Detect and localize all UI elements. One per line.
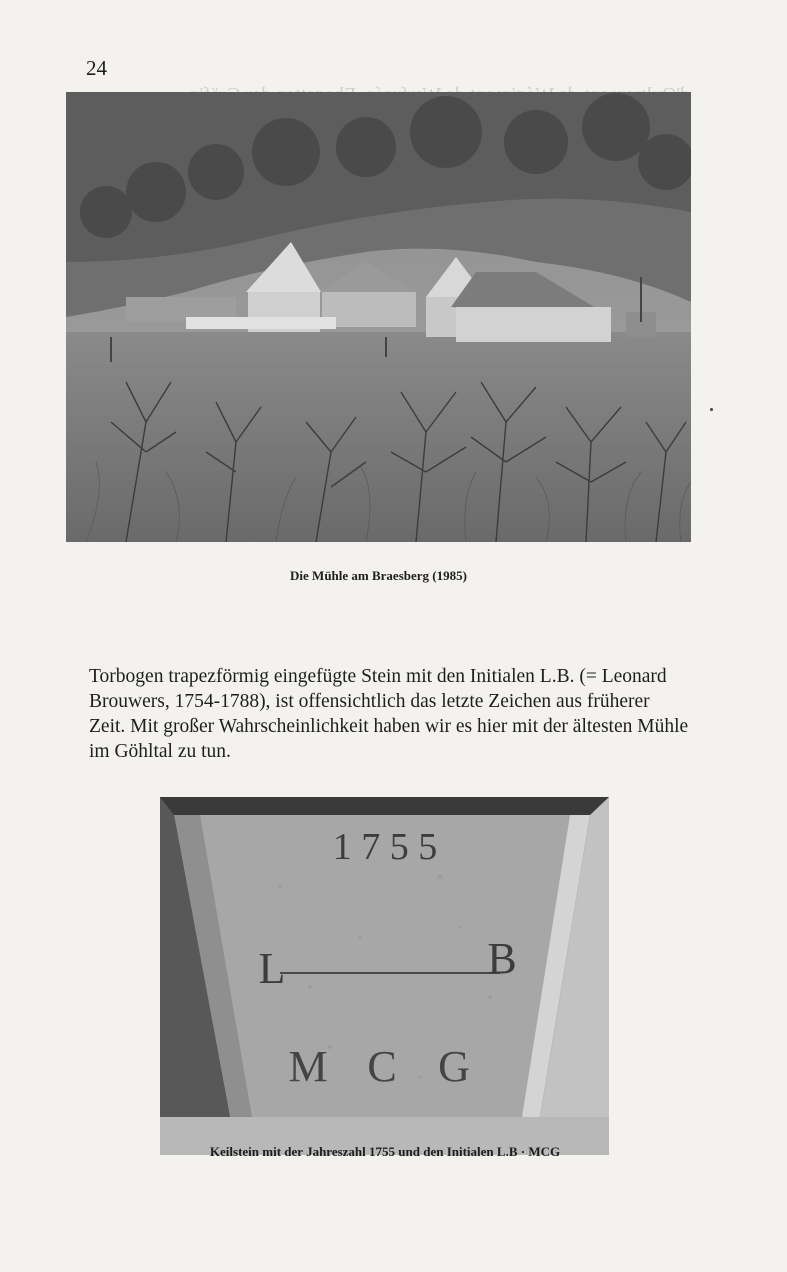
page-number: 24 <box>86 56 107 80</box>
keystone-initial-b: B <box>487 934 517 983</box>
keystone-initial-l: L <box>258 944 286 993</box>
keystone-photo-caption: Keilstein mit der Jahreszahl 1755 und den Initialen L.B · MCG <box>209 1144 561 1159</box>
print-speck <box>710 408 713 411</box>
keystone-letter-c: C <box>367 1042 397 1091</box>
mill-photo <box>66 92 691 542</box>
keystone-year: 1 7 5 5 <box>332 826 438 868</box>
keystone-letter-g: G <box>438 1042 470 1091</box>
body-paragraph: Torbogen trapezförmig eingefügte Stein mit den Initialen L.B. (= Leonard Brouwers, 1754-1788), ist offensichtlich das letzte Zeichen aus früherer Zeit. Mit großer Wahrscheinlichkeit haben wir es hier mit der ältesten Mühle im Göhltal zu tun. <box>89 666 689 762</box>
keystone-letter-m: M <box>288 1042 328 1091</box>
keystone-photo <box>160 797 609 1155</box>
mill-photo-caption: Die Mühle am Braesberg (1985) <box>290 568 467 583</box>
